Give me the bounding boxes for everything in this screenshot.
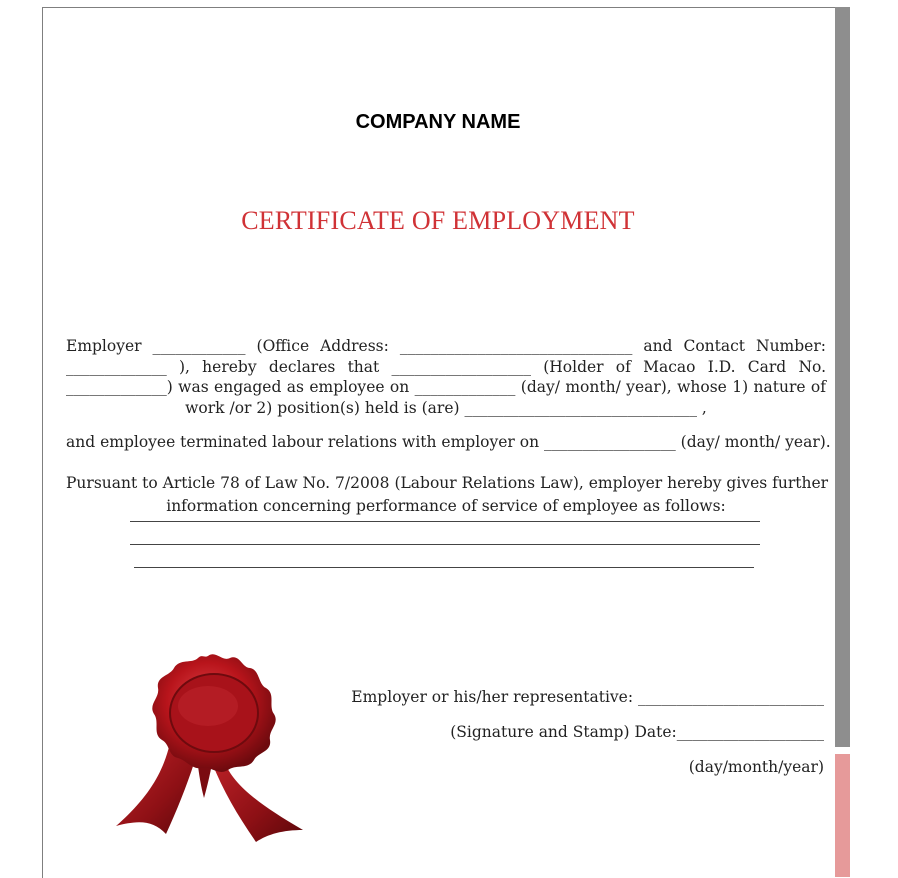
paragraph-line: work /or 2) position(s) held is (are) ______________________________ , — [185, 398, 707, 417]
paragraph-line: Pursuant to Article 78 of Law No. 7/2008 (Labour Relations Law), employer hereby gives further — [66, 474, 829, 492]
performance-blank-lines — [130, 521, 760, 590]
certificate-title: CERTIFICATE OF EMPLOYMENT — [241, 206, 635, 235]
blank-line — [134, 567, 754, 568]
paragraph-line: _____________ ), hereby declares that __________________ (Holder of Macao I.D. Card No. — [66, 357, 826, 376]
paragraph-line: information concerning performance of service of employee as follows: — [166, 497, 726, 515]
signature-date-line: (Signature and Stamp) Date:___________________ — [450, 723, 824, 741]
paragraph-line: Employer ____________ (Office Address: ______________________________ and Contact Number: — [66, 337, 826, 355]
vertical-scrollbar[interactable] — [835, 7, 850, 877]
blank-line — [130, 521, 760, 522]
blank-line — [130, 544, 760, 545]
article-paragraph — [66, 472, 829, 518]
date-format-note: (day/month/year) — [688, 758, 824, 776]
company-name: COMPANY NAME — [355, 111, 521, 133]
paragraph-line: _____________) was engaged as employee on _____________ (day/ month/ year), whose 1) nature of — [66, 378, 826, 396]
termination-paragraph: and employee terminated labour relations with employer on _________________ (day/ month/ year). — [66, 433, 831, 451]
employer-declaration-paragraph — [66, 336, 826, 418]
wax-seal-ribbon-icon — [108, 648, 308, 843]
scrollbar-thumb[interactable] — [835, 7, 850, 747]
signature-block — [304, 688, 824, 793]
scrollbar-track-lower[interactable] — [835, 754, 850, 877]
representative-line: Employer or his/her representative: ________________________ — [351, 688, 824, 706]
